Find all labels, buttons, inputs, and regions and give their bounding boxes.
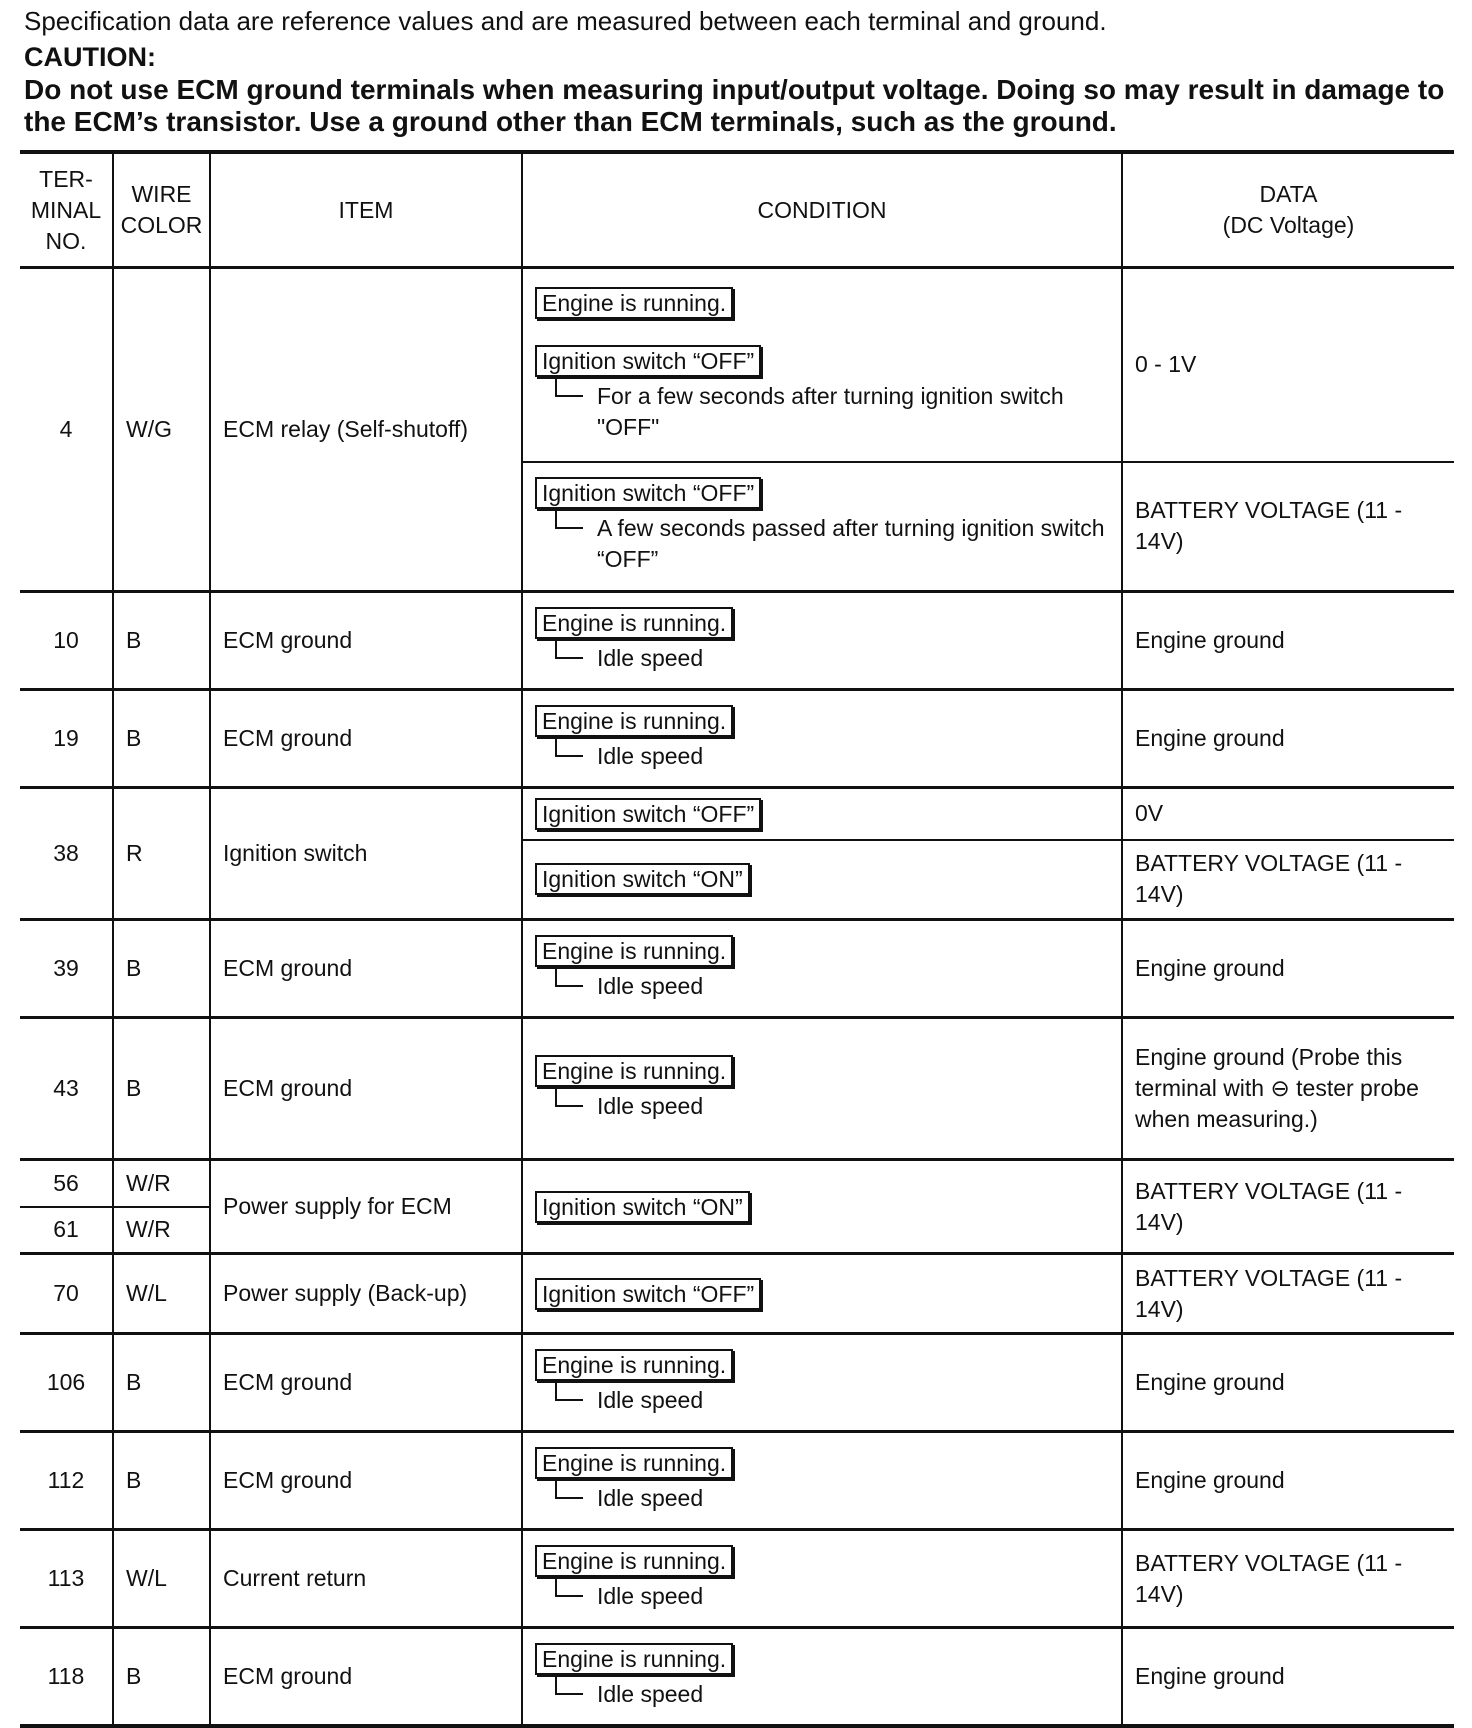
intro-text: Specification data are reference values and are measured between each terminal and ground. (24, 6, 1107, 36)
wire-color: B (113, 1334, 210, 1432)
wire-color: W/R (113, 1207, 210, 1254)
condition-state-box: Ignition switch “OFF” (535, 798, 761, 830)
terminal-no: 19 (20, 690, 113, 788)
condition-detail: Idle speed (597, 1385, 1109, 1416)
table-row (20, 690, 1454, 788)
condition-cell (522, 592, 1122, 690)
condition-cell (522, 840, 1122, 920)
data-value: Engine ground (1122, 1334, 1454, 1432)
condition-detail: Idle speed (597, 1091, 1109, 1122)
wire-color: R (113, 788, 210, 920)
table-row (20, 1334, 1454, 1432)
wire-color: B (113, 592, 210, 690)
table-row (20, 268, 1454, 462)
condition-detail: Idle speed (597, 1679, 1109, 1710)
item-name: Current return (210, 1530, 522, 1628)
terminal-no: 4 (20, 268, 113, 592)
data-value: Engine ground (1122, 1432, 1454, 1530)
wire-color: W/R (113, 1160, 210, 1207)
condition-detail: Idle speed (597, 643, 1109, 674)
condition-detail: Idle speed (597, 1581, 1109, 1612)
item-name: ECM ground (210, 1334, 522, 1432)
condition-state-box: Engine is running. (535, 607, 733, 639)
terminal-no: 39 (20, 920, 113, 1018)
item-name: ECM ground (210, 592, 522, 690)
data-value: Engine ground (1122, 1628, 1454, 1726)
table-row (20, 592, 1454, 690)
condition-detail: Idle speed (597, 971, 1109, 1002)
condition-state-box: Ignition switch “OFF” (535, 1278, 761, 1310)
terminal-no: 56 (20, 1160, 113, 1207)
condition-cell (522, 1160, 1122, 1254)
condition-state-box: Engine is running. (535, 1643, 733, 1675)
header-data-unit: (DC Voltage) (1222, 212, 1355, 238)
data-value: Engine ground (1122, 920, 1454, 1018)
header-wire-color: WIRE COLOR (113, 152, 210, 268)
condition-detail: Idle speed (597, 1483, 1109, 1514)
data-value: Engine ground (1122, 592, 1454, 690)
data-value: BATTERY VOLTAGE (11 - 14V) (1122, 1160, 1454, 1254)
condition-cell (522, 690, 1122, 788)
condition-state-box: Ignition switch “ON” (535, 863, 750, 895)
wire-color: B (113, 690, 210, 788)
condition-state-box: Engine is running. (535, 935, 733, 967)
condition-cell (522, 1018, 1122, 1160)
table-row (20, 920, 1454, 1018)
header-terminal-no: TER- MINAL NO. (20, 152, 113, 268)
condition-state-box: Ignition switch “OFF” (535, 477, 761, 509)
item-name: ECM relay (Self-shutoff) (210, 268, 522, 592)
wire-color: B (113, 1628, 210, 1726)
data-value: BATTERY VOLTAGE (11 - 14V) (1122, 462, 1454, 592)
table-row (20, 788, 1454, 840)
terminal-no: 10 (20, 592, 113, 690)
condition-cell (522, 788, 1122, 840)
item-name: ECM ground (210, 920, 522, 1018)
data-value: BATTERY VOLTAGE (11 - 14V) (1122, 840, 1454, 920)
header-data (1122, 152, 1454, 268)
wire-color: B (113, 920, 210, 1018)
condition-state-box: Engine is running. (535, 1349, 733, 1381)
data-value: Engine ground (1122, 690, 1454, 788)
condition-state-box: Ignition switch “ON” (535, 1191, 750, 1223)
table-header-row (20, 152, 1454, 268)
terminal-no: 106 (20, 1334, 113, 1432)
terminal-no: 118 (20, 1628, 113, 1726)
table-row (20, 1628, 1454, 1726)
wire-color: W/L (113, 1254, 210, 1334)
item-name: Ignition switch (210, 788, 522, 920)
condition-detail: Idle speed (597, 741, 1109, 772)
terminal-no: 43 (20, 1018, 113, 1160)
header-condition: CONDITION (522, 152, 1122, 268)
item-name: ECM ground (210, 690, 522, 788)
terminal-no: 61 (20, 1207, 113, 1254)
condition-detail: For a few seconds after turning ignition switch "OFF" (597, 381, 1109, 443)
condition-cell (522, 268, 1122, 462)
data-value: BATTERY VOLTAGE (11 - 14V) (1122, 1254, 1454, 1334)
condition-state-box: Engine is running. (535, 705, 733, 737)
table-row (20, 1530, 1454, 1628)
table-row (20, 1018, 1454, 1160)
caution-heading: CAUTION: (24, 42, 156, 72)
wire-color: B (113, 1432, 210, 1530)
condition-cell (522, 1628, 1122, 1726)
item-name: ECM ground (210, 1628, 522, 1726)
wire-color: W/G (113, 268, 210, 592)
ecm-terminal-table (20, 150, 1454, 1728)
terminal-no: 112 (20, 1432, 113, 1530)
item-name: ECM ground (210, 1018, 522, 1160)
data-value: Engine ground (Probe this terminal with ⊖ tester probe when measuring.) (1122, 1018, 1454, 1160)
data-value: BATTERY VOLTAGE (11 - 14V) (1122, 1530, 1454, 1628)
condition-cell (522, 1254, 1122, 1334)
condition-state-box: Engine is running. (535, 1447, 733, 1479)
condition-detail: A few seconds passed after turning ignition switch “OFF” (597, 513, 1109, 575)
item-name: Power supply for ECM (210, 1160, 522, 1254)
condition-cell (522, 1432, 1122, 1530)
condition-state-box: Ignition switch “OFF” (535, 345, 761, 377)
condition-cell (522, 920, 1122, 1018)
header-item: ITEM (210, 152, 522, 268)
caution-text: Do not use ECM ground terminals when measuring input/output voltage. Doing so may result in damage to the ECM’s transistor. Use a ground other than ECM terminals, such as the ground. (24, 74, 1445, 137)
terminal-no: 113 (20, 1530, 113, 1628)
condition-state-box: Engine is running. (535, 1055, 733, 1087)
condition-cell (522, 1334, 1122, 1432)
condition-cell (522, 462, 1122, 592)
item-name: Power supply (Back-up) (210, 1254, 522, 1334)
terminal-no: 38 (20, 788, 113, 920)
terminal-no: 70 (20, 1254, 113, 1334)
data-value: 0 - 1V (1122, 268, 1454, 462)
item-name: ECM ground (210, 1432, 522, 1530)
condition-state-box: Engine is running. (535, 1545, 733, 1577)
wire-color: B (113, 1018, 210, 1160)
header-data-title: DATA (1259, 181, 1318, 207)
table-row (20, 1254, 1454, 1334)
data-value: 0V (1122, 788, 1454, 840)
condition-cell (522, 1530, 1122, 1628)
condition-state-box: Engine is running. (535, 287, 733, 319)
wire-color: W/L (113, 1530, 210, 1628)
table-row (20, 1432, 1454, 1530)
table-row (20, 1160, 1454, 1207)
